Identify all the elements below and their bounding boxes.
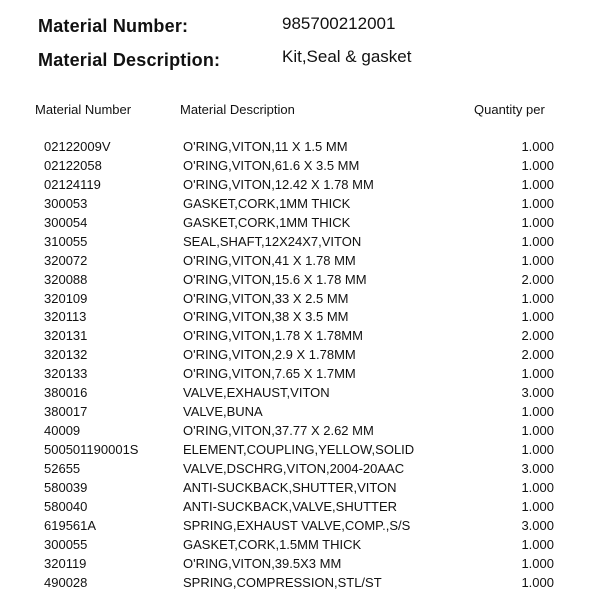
material-description-cell: VALVE,BUNA <box>183 404 263 420</box>
material-number-label: Material Number: <box>38 16 189 36</box>
material-description-cell: SPRING,EXHAUST VALVE,COMP.,S/S <box>183 517 411 533</box>
table-row <box>0 384 600 403</box>
table-row <box>0 195 600 214</box>
quantity-cell: 3.000 <box>521 517 554 533</box>
table-row <box>0 555 600 574</box>
material-description-cell: SEAL,SHAFT,12X24X7,VITON <box>183 233 362 249</box>
material-number-cell: 40009 <box>44 423 81 439</box>
table-row <box>0 441 600 460</box>
material-number-cell: 300054 <box>44 214 88 230</box>
material-description-label: Material Description: <box>38 50 221 70</box>
table-row <box>0 403 600 422</box>
material-number-cell: 320072 <box>44 252 88 268</box>
quantity-cell: 1.000 <box>521 233 554 249</box>
quantity-cell: 3.000 <box>521 385 554 401</box>
quantity-cell: 2.000 <box>521 347 554 363</box>
material-description-cell: O'RING,VITON,2.9 X 1.78MM <box>183 347 356 363</box>
table-row <box>0 460 600 479</box>
material-description-cell: ANTI-SUCKBACK,SHUTTER,VITON <box>183 479 397 495</box>
table-row <box>0 214 600 233</box>
table-row <box>0 365 600 384</box>
quantity-cell: 1.000 <box>521 290 554 306</box>
table-row <box>0 327 600 346</box>
material-description-cell: O'RING,VITON,7.65 X 1.7MM <box>183 366 356 382</box>
table-row <box>0 252 600 271</box>
quantity-cell: 2.000 <box>521 328 554 344</box>
material-number-cell: 320119 <box>44 555 87 571</box>
quantity-cell: 1.000 <box>521 252 554 268</box>
quantity-cell: 1.000 <box>521 404 554 420</box>
table-row <box>0 233 600 252</box>
quantity-cell: 1.000 <box>521 498 554 514</box>
table-row <box>0 517 600 536</box>
material-number-cell: 320132 <box>44 347 88 363</box>
material-number-cell: 320133 <box>44 366 88 382</box>
quantity-cell: 1.000 <box>521 309 554 325</box>
table-row <box>0 308 600 327</box>
material-description-cell: O'RING,VITON,15.6 X 1.78 MM <box>183 271 367 287</box>
material-description-cell: SPRING,COMPRESSION,STL/ST <box>183 574 382 590</box>
quantity-cell: 1.000 <box>521 555 554 571</box>
table-row <box>0 271 600 290</box>
material-number-cell: 02122009V <box>44 139 111 154</box>
material-number-cell: 619561A <box>44 517 97 533</box>
material-description-cell: O'RING,VITON,38 X 3.5 MM <box>183 309 349 325</box>
quantity-cell: 1.000 <box>521 479 554 495</box>
material-description-cell: O'RING,VITON,12.42 X 1.78 MM <box>183 176 374 192</box>
material-description-cell: O'RING,VITON,33 X 2.5 MM <box>183 290 349 306</box>
table-row <box>0 290 600 309</box>
material-description-cell: O'RING,VITON,61.6 X 3.5 MM <box>183 157 360 173</box>
material-description-cell: ANTI-SUCKBACK,VALVE,SHUTTER <box>183 498 398 514</box>
material-number-cell: 02122058 <box>44 157 102 173</box>
quantity-cell: 3.000 <box>521 460 554 476</box>
table-row <box>0 422 600 441</box>
material-number-cell: 300053 <box>44 195 88 211</box>
material-number-cell: 320131 <box>44 328 88 344</box>
quantity-cell: 1.000 <box>521 195 554 211</box>
column-header-material-description: Material Description <box>180 102 295 117</box>
quantity-cell: 1.000 <box>521 157 554 173</box>
material-number-cell: 320113 <box>44 309 87 325</box>
material-description-cell: ELEMENT,COUPLING,YELLOW,SOLID <box>183 442 415 457</box>
material-description-cell: O'RING,VITON,1.78 X 1.78MM <box>183 328 363 344</box>
material-number-cell: 300055 <box>44 536 88 552</box>
quantity-cell: 1.000 <box>521 423 554 439</box>
table-row <box>0 346 600 365</box>
material-description-cell: VALVE,DSCHRG,VITON,2004-20AAC <box>183 460 405 476</box>
table-row <box>0 498 600 517</box>
material-number-cell: 380016 <box>44 385 88 401</box>
quantity-cell: 1.000 <box>521 366 554 382</box>
material-number-cell: 380017 <box>44 404 88 420</box>
quantity-cell: 2.000 <box>521 271 554 287</box>
table-row <box>0 536 600 555</box>
material-description-cell: GASKET,CORK,1MM THICK <box>183 214 351 230</box>
material-number-cell: 490028 <box>44 574 88 590</box>
material-description-cell: GASKET,CORK,1MM THICK <box>183 195 351 211</box>
column-header-material-number: Material Number <box>35 102 132 117</box>
quantity-cell: 1.000 <box>521 214 554 230</box>
quantity-cell: 1.000 <box>521 139 554 154</box>
quantity-cell: 1.000 <box>521 574 554 590</box>
table-row <box>0 479 600 498</box>
material-number-cell: 02124119 <box>44 176 101 192</box>
quantity-cell: 1.000 <box>521 536 554 552</box>
material-description-cell: GASKET,CORK,1.5MM THICK <box>183 536 362 552</box>
material-number-cell: 580039 <box>44 479 88 495</box>
material-description-cell: O'RING,VITON,39.5X3 MM <box>183 555 342 571</box>
material-description-value: Kit,Seal & gasket <box>282 47 412 66</box>
material-description-cell: O'RING,VITON,11 X 1.5 MM <box>183 139 348 154</box>
material-number-cell: 580040 <box>44 498 88 514</box>
table-row <box>0 574 600 593</box>
material-number-cell: 52655 <box>44 460 81 476</box>
table-row <box>0 176 600 195</box>
material-description-cell: O'RING,VITON,37.77 X 2.62 MM <box>183 423 374 439</box>
column-header-quantity-per: Quantity per <box>474 102 545 117</box>
table-row <box>0 157 600 176</box>
material-description-cell: O'RING,VITON,41 X 1.78 MM <box>183 252 356 268</box>
quantity-cell: 1.000 <box>521 442 554 457</box>
material-number-value: 985700212001 <box>282 14 396 33</box>
material-description-cell: VALVE,EXHAUST,VITON <box>183 385 330 401</box>
table-row <box>0 138 600 157</box>
quantity-cell: 1.000 <box>521 176 554 192</box>
parts-table <box>0 138 600 593</box>
material-number-cell: 320088 <box>44 271 88 287</box>
material-number-cell: 310055 <box>44 233 88 249</box>
material-number-cell: 500501190001S <box>44 442 139 457</box>
material-number-cell: 320109 <box>44 290 88 306</box>
